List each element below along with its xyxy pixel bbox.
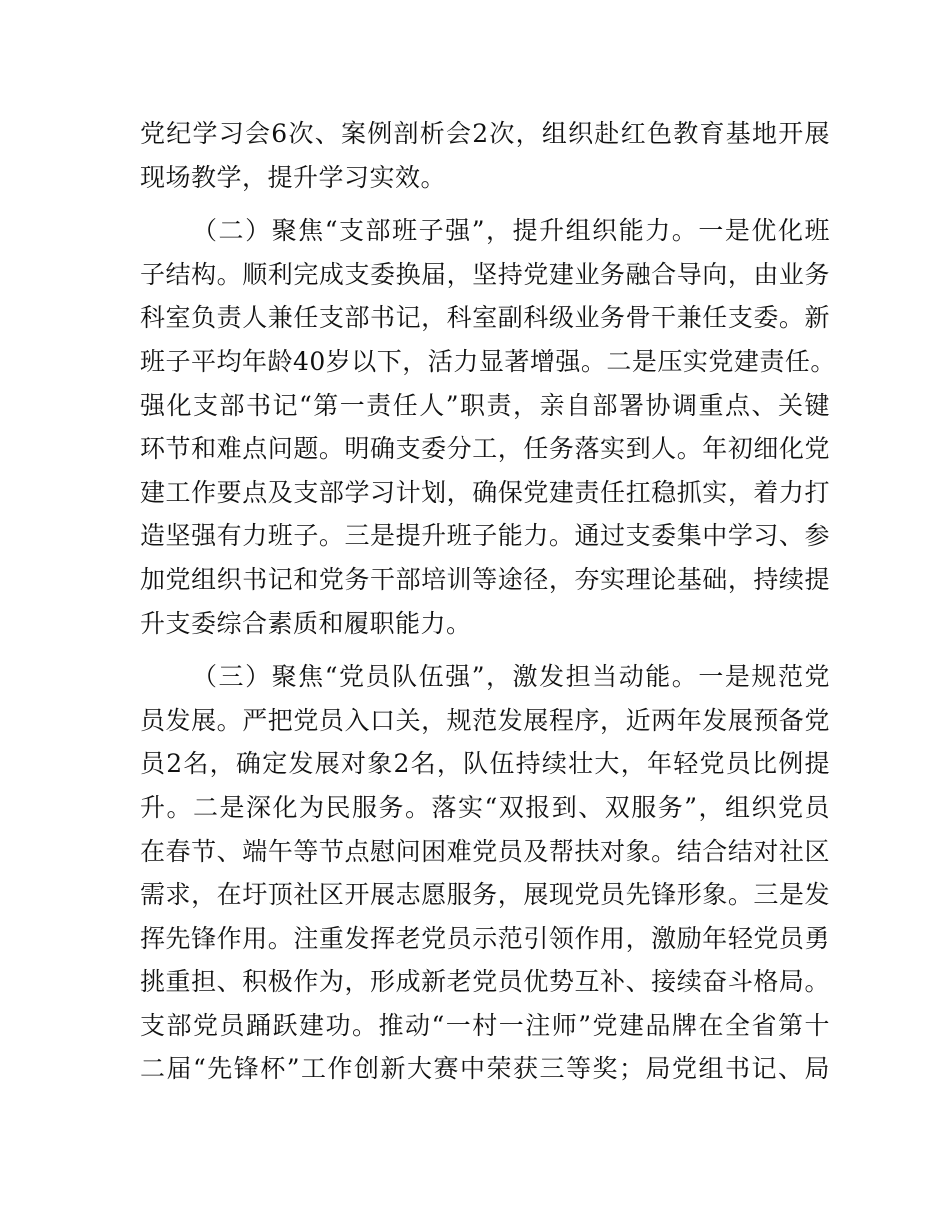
- text-line: 员2名，确定发展对象2名，队伍持续壮大，年轻党员比例提: [140, 749, 830, 779]
- document-body: [140, 112, 836, 1091]
- paragraph-branch-leadership: [140, 209, 836, 645]
- text-line: 加党组织书记和党务干部培训等途径，夯实理论基础，持续提: [140, 564, 830, 594]
- section-heading-line: （三）聚焦“党员队伍强”，激发担当动能。一是规范党: [192, 662, 830, 692]
- text-line: 现场教学，提升学习实效。: [140, 162, 447, 192]
- text-line: 科室负责人兼任支部书记，科室副科级业务骨干兼任支委。新: [140, 303, 830, 333]
- text-line: 支部党员踊跃建功。推动“一村一注师”党建品牌在全省第十: [140, 1010, 830, 1040]
- text-line: 党纪学习会6次、案例剖析会2次，组织赴红色教育基地开展: [140, 119, 830, 148]
- text-line: 二届“先锋杯”工作创新大赛中荣获三等奖；局党组书记、局: [140, 1054, 830, 1084]
- text-line: 班子平均年龄40岁以下，活力显著增强。二是压实党建责任。: [140, 346, 836, 376]
- text-line: 升支委综合素质和履职能力。: [140, 608, 472, 638]
- text-line: 子结构。顺利完成支委换届，坚持党建业务融合导向，由业务: [140, 259, 830, 289]
- text-line: 挑重担、积极作为，形成新老党员优势互补、接续奋斗格局。: [140, 967, 830, 997]
- text-line: 挥先锋作用。注重发挥老党员示范引领作用，激励年轻党员勇: [140, 923, 830, 953]
- text-line: 造坚强有力班子。三是提升班子能力。通过支委集中学习、参: [140, 521, 830, 551]
- text-line: 员发展。严把党员入口关，规范发展程序，近两年发展预备党: [140, 705, 830, 735]
- text-line: 建工作要点及支部学习计划，确保党建责任扛稳抓实，着力打: [140, 477, 830, 507]
- paragraph-study-summary: [140, 112, 830, 199]
- text-line: 在春节、端午等节点慰问困难党员及帮扶对象。结合结对社区: [140, 836, 830, 866]
- text-line: 强化支部书记“第一责任人”职责，亲自部署协调重点、关键: [140, 390, 830, 420]
- paragraph-party-members: [140, 655, 830, 1091]
- text-line: 需求，在圩顶社区开展志愿服务，展现党员先锋形象。三是发: [140, 880, 830, 910]
- section-heading-line: （二）聚焦“支部班子强”，提升组织能力。一是优化班: [192, 216, 830, 246]
- text-line: 升。二是深化为民服务。落实“双报到、双服务”，组织党员: [140, 792, 830, 822]
- text-line: 环节和难点问题。明确支委分工，任务落实到人。年初细化党: [140, 434, 830, 464]
